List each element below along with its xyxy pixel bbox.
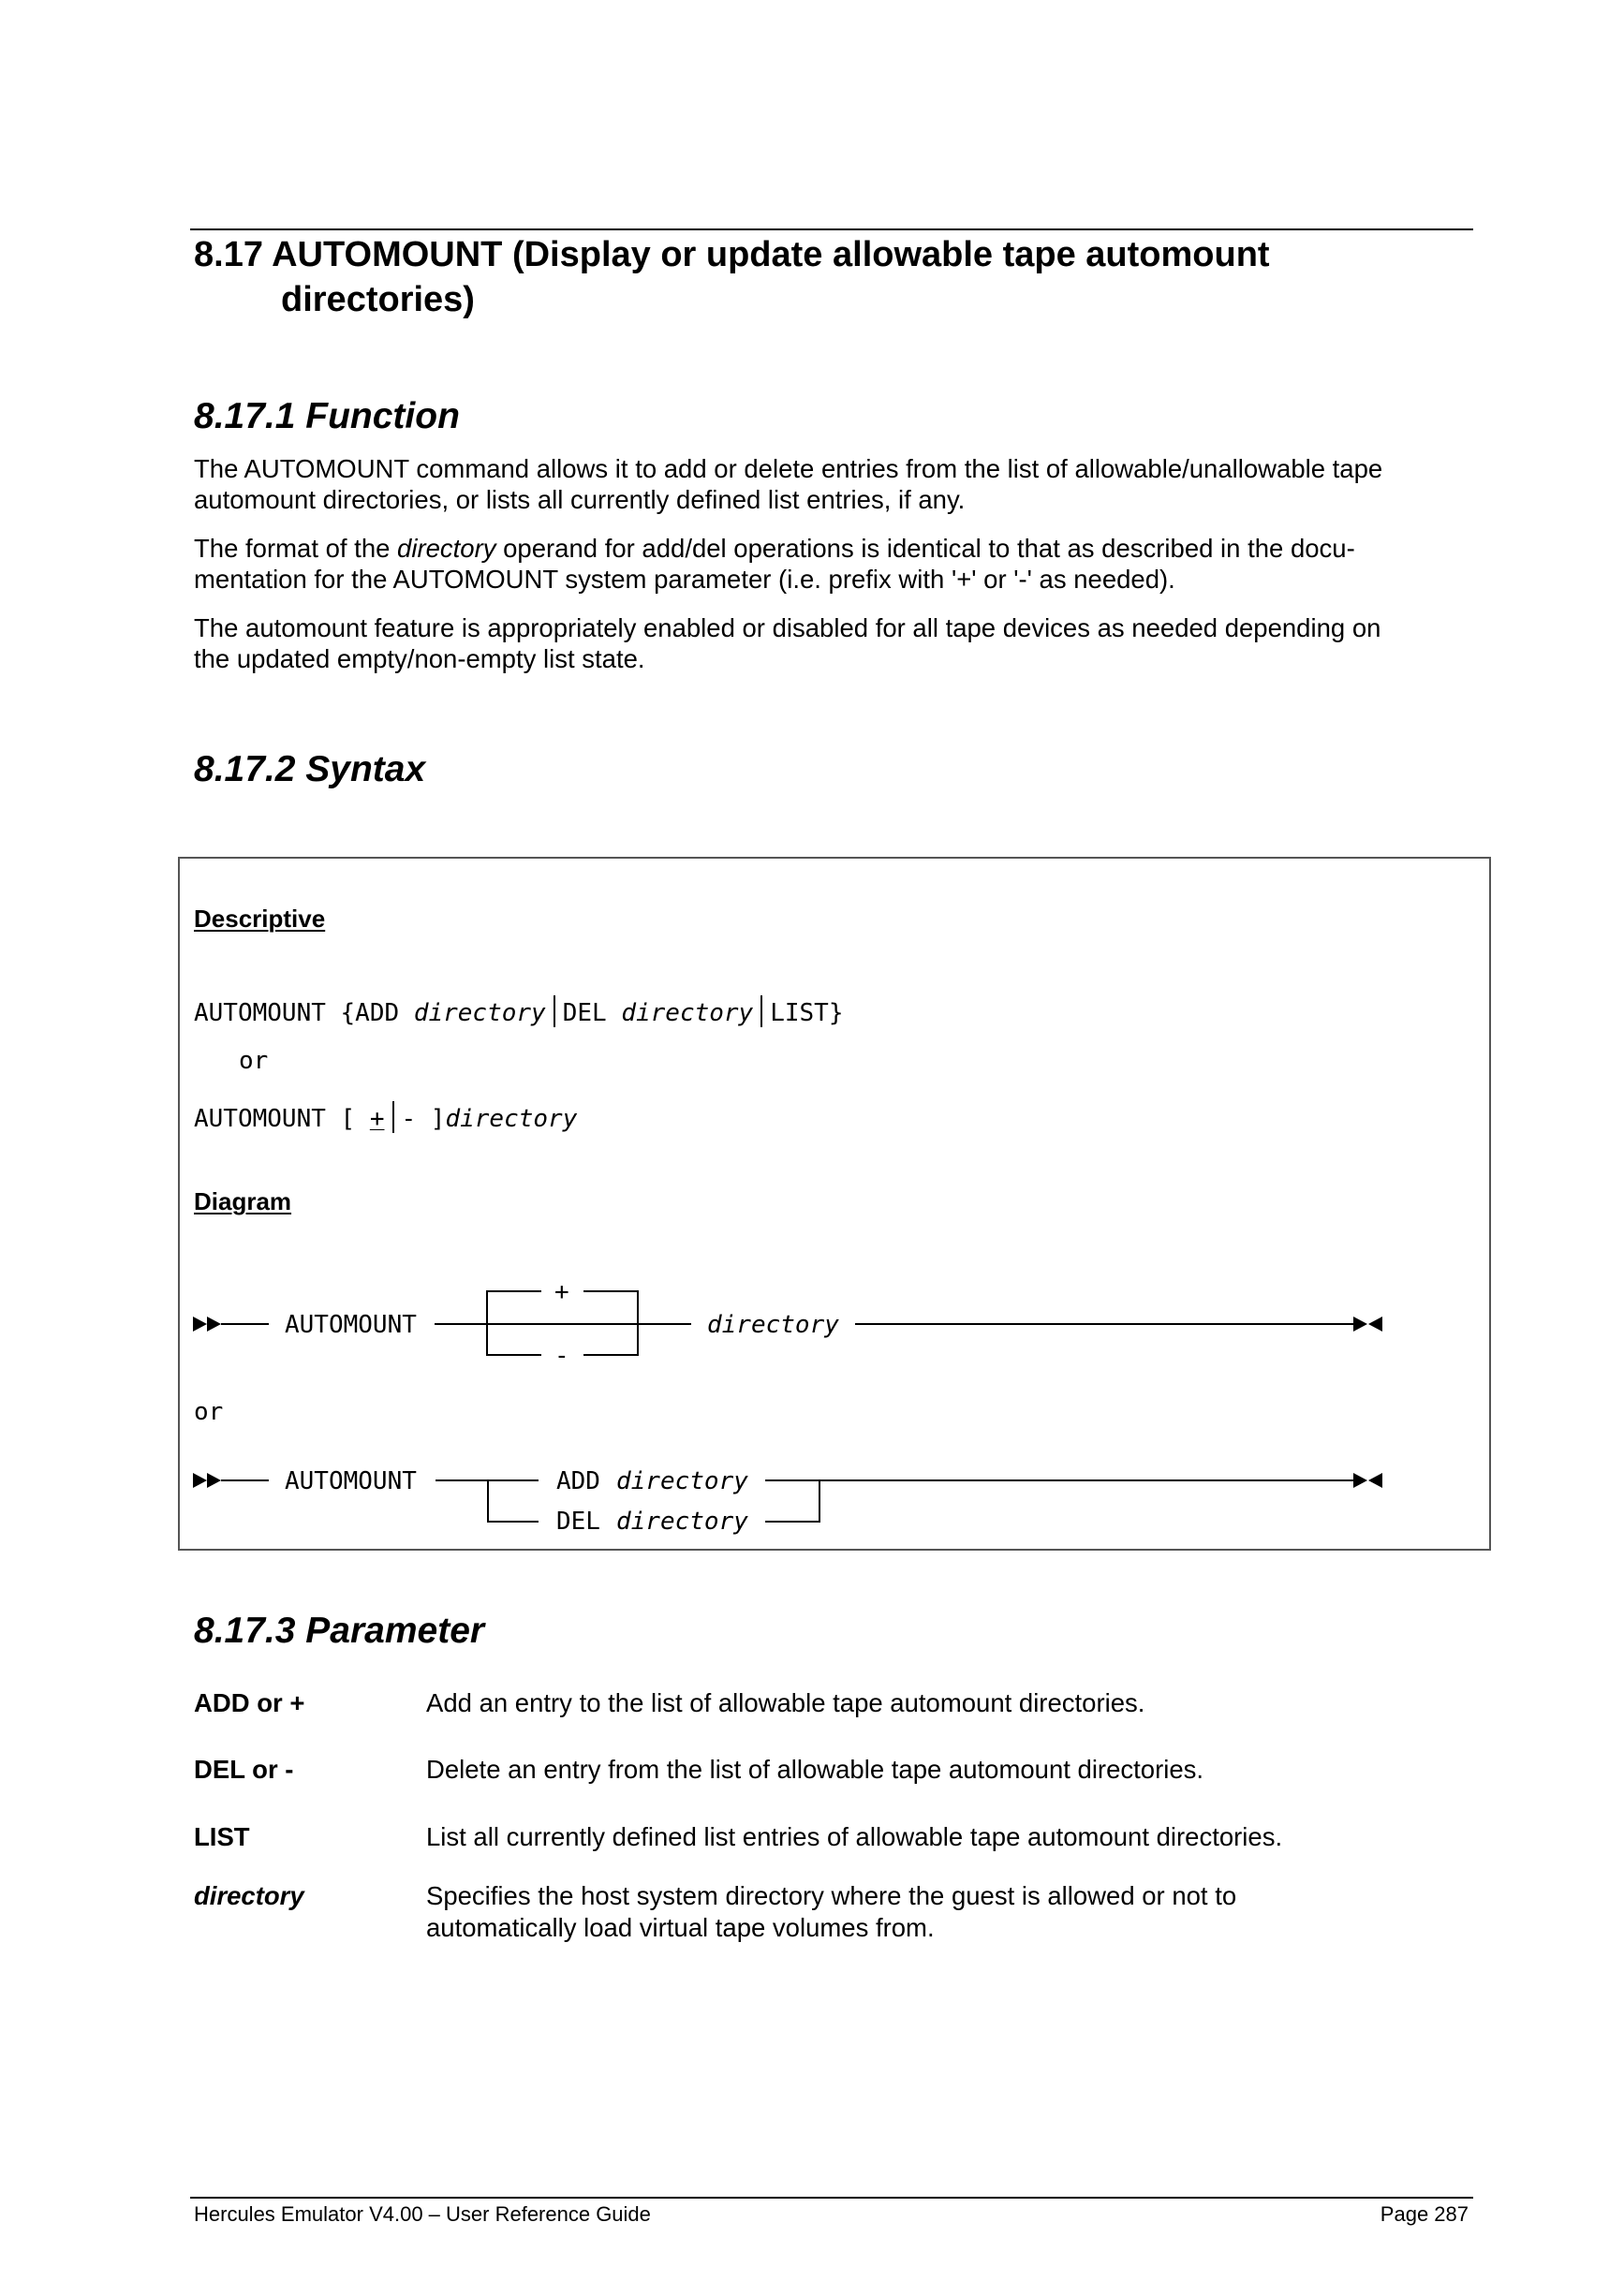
diagram-2-add-operand: directory <box>616 1467 748 1495</box>
footer-page-number: Page 287 <box>1380 2202 1469 2226</box>
function-paragraph-1-line-1: The AUTOMOUNT command allows it to add or delete entries from the list of allowable/unallowable tape <box>194 454 1383 483</box>
diagram-1-operand: directory <box>707 1311 839 1339</box>
start-arrow-icon <box>193 1317 207 1332</box>
p2-text-pre: The format of the <box>194 534 398 563</box>
parameter-name-add: ADD or + <box>194 1688 305 1717</box>
syntax-heading: 8.17.2 Syntax <box>194 749 426 789</box>
diagram-1-plus: + <box>554 1278 569 1306</box>
branch-left <box>488 1480 539 1522</box>
start-arrow-icon <box>193 1473 207 1488</box>
descriptive-label: Descriptive <box>194 905 326 933</box>
descriptive-or: or <box>239 1047 269 1075</box>
function-paragraph-2-line-2: mentation for the AUTOMOUNT system parameter (i.e. prefix with '+' or '-' as needed). <box>194 565 1175 594</box>
p2-text-post: operand for add/del operations is identical to that as described in the docu- <box>495 534 1355 563</box>
diagram-2-del: DEL <box>556 1508 600 1536</box>
syntax-minus: - ] <box>401 1105 446 1133</box>
syntax-operand: directory <box>621 999 754 1027</box>
default-plus: + <box>369 1105 385 1133</box>
syntax-list-keyword: LIST} <box>770 999 844 1027</box>
footer-rule <box>190 2197 1473 2199</box>
parameter-name-list: LIST <box>194 1822 250 1851</box>
parameter-heading: 8.17.3 Parameter <box>194 1611 485 1651</box>
syntax-command: AUTOMOUNT {ADD <box>194 999 414 1027</box>
function-paragraph-1-line-2: automount directories, or lists all currently defined list entries, if any. <box>194 485 966 514</box>
syntax-operand: directory <box>445 1105 578 1133</box>
diagram-2-del-operand: directory <box>616 1508 748 1536</box>
branch-right <box>765 1480 819 1522</box>
function-heading: 8.17.1 Function <box>194 396 460 436</box>
parameter-desc-del: Delete an entry from the list of allowable tape automount directories. <box>426 1755 1204 1784</box>
diagram-label: Diagram <box>194 1187 292 1215</box>
syntax-operand: directory <box>413 999 546 1027</box>
parameter-name-del: DEL or - <box>194 1755 294 1784</box>
p2-operand-italic: directory <box>397 534 496 563</box>
end-arrow-icon <box>1353 1317 1367 1332</box>
diagram-2-add: ADD <box>556 1467 600 1495</box>
start-arrow-icon <box>207 1317 221 1332</box>
diagram-1-minus: - <box>554 1342 569 1370</box>
function-paragraph-3-line-1: The automount feature is appropriately enabled or disabled for all tape devices as needed depending on <box>194 613 1381 642</box>
syntax-del-keyword: DEL <box>562 999 622 1027</box>
parameter-desc-directory-line-1: Specifies the host system directory where the guest is allowed or not to <box>426 1881 1237 1910</box>
function-paragraph-3-line-2: the updated empty/non-empty list state. <box>194 644 645 673</box>
section-title-continuation: directories) <box>281 280 475 319</box>
parameter-desc-list: List all currently defined list entries of allowable tape automount directories. <box>426 1822 1283 1851</box>
end-arrow-icon <box>1368 1473 1382 1488</box>
footer-title: Hercules Emulator V4.00 – User Reference Guide <box>194 2202 651 2226</box>
start-arrow-icon <box>207 1473 221 1488</box>
parameter-desc-directory-line-2: automatically load virtual tape volumes from. <box>426 1913 935 1942</box>
parameter-name-directory: directory <box>194 1881 304 1910</box>
parameter-desc-add: Add an entry to the list of allowable tape automount directories. <box>426 1688 1145 1717</box>
section-title: 8.17 AUTOMOUNT (Display or update allowable tape automount <box>194 235 1270 274</box>
diagram-1-keyword: AUTOMOUNT <box>285 1311 417 1339</box>
syntax-command: AUTOMOUNT [ <box>194 1105 370 1133</box>
end-arrow-icon <box>1353 1473 1367 1488</box>
diagram-2-keyword: AUTOMOUNT <box>285 1467 417 1495</box>
end-arrow-icon <box>1368 1317 1382 1332</box>
diagram-or: or <box>194 1398 224 1426</box>
